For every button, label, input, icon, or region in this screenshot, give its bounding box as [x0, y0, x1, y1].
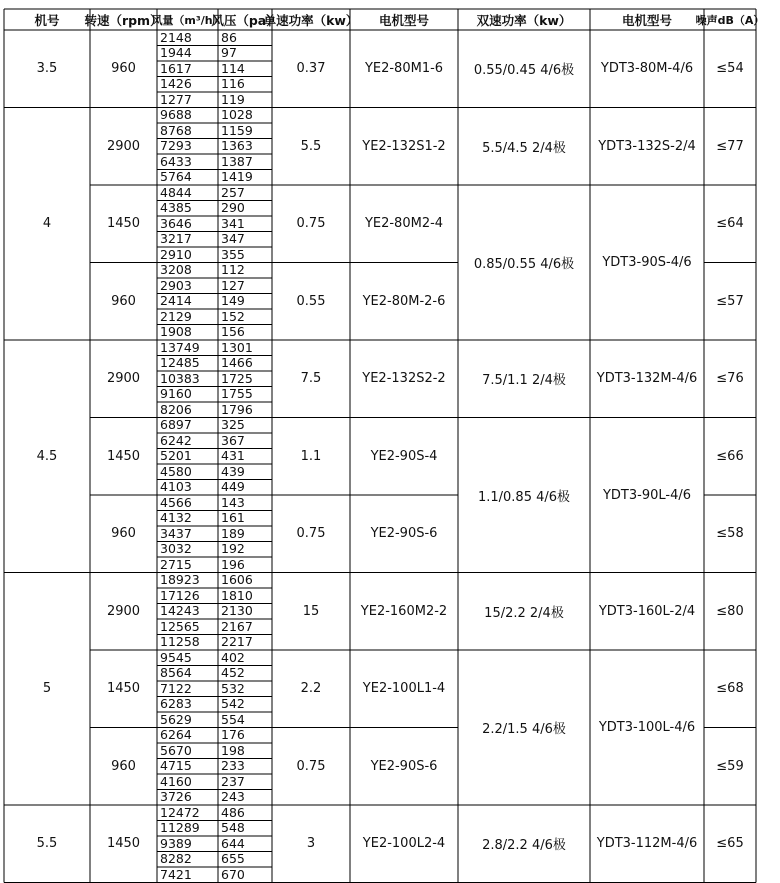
- pressure-value: 149: [221, 293, 245, 308]
- speed-rpm: 2900: [106, 603, 141, 619]
- header-dual-power: 双速功率（kw）: [476, 12, 572, 28]
- pressure-value: 198: [221, 742, 245, 758]
- air-volume-value: 9389: [160, 835, 192, 851]
- speed-rpm: 960: [111, 526, 136, 542]
- single-speed-motor-model: YE2-132S2-2: [362, 371, 446, 387]
- pressure-value: 2130: [221, 603, 253, 618]
- pressure-value: 233: [221, 758, 245, 773]
- air-volume-value: 4103: [160, 479, 192, 494]
- single-speed-power: 7.5: [300, 371, 322, 387]
- single-speed-power: 5.5: [300, 138, 322, 154]
- pressure-value: 1363: [221, 138, 253, 153]
- air-volume-value: 3208: [160, 262, 192, 277]
- dual-speed-power: 2.8/2.2 4/6极: [482, 838, 566, 854]
- air-volume-value: 4566: [160, 494, 192, 510]
- pressure-value: 1755: [221, 386, 253, 401]
- pressure-value: 554: [221, 711, 245, 727]
- dual-speed-motor-model: YDT3-90L-4/6: [602, 487, 692, 503]
- pressure-value: 325: [221, 417, 245, 432]
- single-speed-motor-model: YE2-80M-2-6: [362, 293, 446, 309]
- air-volume-value: 2903: [160, 277, 192, 293]
- air-volume-value: 4580: [160, 463, 192, 479]
- air-volume-value: 1617: [160, 60, 192, 76]
- pressure-value: 97: [221, 45, 237, 60]
- air-volume-value: 6264: [160, 727, 192, 742]
- air-volume-value: 3437: [160, 525, 192, 541]
- pressure-value: 670: [221, 866, 245, 882]
- air-volume-value: 6433: [160, 153, 192, 169]
- header-pressure: 风压（pa）: [211, 12, 279, 28]
- pressure-value: 1028: [221, 107, 253, 122]
- air-volume-value: 8564: [160, 665, 192, 680]
- pressure-value: 86: [221, 29, 237, 45]
- header-motor-model: 电机型号: [378, 12, 429, 28]
- air-volume-value: 9160: [160, 386, 192, 401]
- pressure-value: 127: [221, 277, 245, 293]
- pressure-value: 290: [221, 200, 245, 215]
- air-volume-value: 13749: [160, 339, 200, 355]
- pressure-value: 1301: [221, 339, 253, 355]
- air-volume-value: 5764: [160, 169, 192, 184]
- pressure-value: 114: [221, 60, 245, 76]
- dual-speed-motor-model: YDT3-132M-4/6: [596, 371, 698, 387]
- air-volume-value: 10383: [160, 370, 200, 386]
- air-volume-value: 5201: [160, 448, 192, 463]
- pressure-value: 341: [221, 215, 245, 231]
- speed-rpm: 960: [111, 758, 136, 774]
- speed-rpm: 960: [111, 61, 136, 77]
- air-volume-value: 4385: [160, 200, 192, 215]
- air-volume-value: 6897: [160, 417, 192, 432]
- pressure-value: 2167: [221, 618, 253, 634]
- air-volume-value: 5670: [160, 742, 192, 758]
- speed-rpm: 1450: [106, 836, 141, 852]
- single-speed-power: 0.75: [296, 216, 326, 232]
- single-speed-power: 15: [302, 603, 320, 619]
- pressure-value: 2217: [221, 634, 253, 649]
- air-volume-value: 4132: [160, 510, 192, 525]
- air-volume-value: 11289: [160, 820, 200, 835]
- pressure-value: 1606: [221, 572, 253, 587]
- dual-speed-motor-model: YDT3-80M-4/6: [600, 61, 694, 77]
- air-volume-value: 2148: [160, 29, 192, 45]
- pressure-value: 192: [221, 541, 245, 556]
- pressure-value: 1725: [221, 370, 253, 386]
- pressure-value: 119: [221, 91, 245, 107]
- single-speed-motor-model: YE2-100L1-4: [362, 681, 446, 697]
- noise-level: ≤68: [716, 681, 744, 697]
- noise-level: ≤80: [716, 603, 744, 619]
- single-speed-power: 0.75: [296, 526, 326, 542]
- air-volume-value: 6283: [160, 696, 192, 711]
- pressure-value: 196: [221, 556, 245, 572]
- header-air-volume: 风量（m³/h）: [151, 13, 224, 27]
- header-model: 机号: [34, 12, 60, 28]
- air-volume-value: 1426: [160, 76, 192, 91]
- air-volume-value: 8206: [160, 401, 192, 417]
- header-speed: 转速（rpm）: [84, 12, 163, 28]
- speed-rpm: 2900: [106, 138, 141, 154]
- air-volume-value: 3726: [160, 789, 192, 804]
- pressure-value: 176: [221, 727, 245, 742]
- air-volume-value: 9545: [160, 649, 192, 665]
- pressure-value: 655: [221, 851, 245, 866]
- pressure-value: 1159: [221, 122, 253, 138]
- fan-model-number: 3.5: [36, 61, 58, 77]
- speed-rpm: 1450: [106, 448, 141, 464]
- air-volume-value: 4844: [160, 184, 192, 200]
- dual-speed-power: 7.5/1.1 2/4极: [482, 373, 566, 389]
- air-volume-value: 3646: [160, 215, 192, 231]
- fan-model-number: 5.5: [36, 836, 58, 852]
- single-speed-power: 2.2: [300, 681, 322, 697]
- dual-speed-power: 15/2.2 2/4极: [484, 605, 564, 621]
- noise-level: ≤65: [716, 836, 744, 852]
- air-volume-value: 1277: [160, 91, 192, 107]
- pressure-value: 1810: [221, 587, 253, 603]
- air-volume-value: 2910: [160, 246, 192, 262]
- fan-model-number: 5: [42, 681, 52, 697]
- pressure-value: 152: [221, 308, 245, 324]
- single-speed-power: 3: [306, 836, 316, 852]
- single-speed-power: 0.37: [296, 61, 326, 77]
- pressure-value: 367: [221, 432, 245, 448]
- pressure-value: 542: [221, 696, 245, 711]
- pressure-value: 116: [221, 76, 245, 91]
- air-volume-value: 7122: [160, 680, 192, 696]
- single-speed-motor-model: YE2-80M1-6: [364, 61, 444, 77]
- pressure-value: 237: [221, 773, 245, 789]
- air-volume-value: 1944: [160, 45, 192, 60]
- air-volume-value: 17126: [160, 587, 200, 603]
- noise-level: ≤76: [716, 371, 744, 387]
- header-dual-motor-model: 电机型号: [621, 12, 672, 28]
- air-volume-value: 9688: [160, 107, 192, 122]
- dual-speed-power: 5.5/4.5 2/4极: [482, 140, 566, 156]
- pressure-value: 257: [221, 184, 245, 200]
- air-volume-value: 4160: [160, 773, 192, 789]
- dual-speed-power: 0.55/0.45 4/6极: [473, 63, 575, 79]
- air-volume-value: 3032: [160, 541, 192, 556]
- pressure-value: 143: [221, 494, 245, 510]
- pressure-value: 431: [221, 448, 245, 463]
- single-speed-power: 0.55: [296, 293, 326, 309]
- pressure-value: 402: [221, 649, 245, 665]
- air-volume-value: 2715: [160, 556, 192, 572]
- noise-level: ≤59: [716, 758, 744, 774]
- pressure-value: 112: [221, 262, 245, 277]
- air-volume-value: 8282: [160, 851, 192, 866]
- air-volume-value: 2414: [160, 293, 192, 308]
- air-volume-value: 12565: [160, 618, 200, 634]
- air-volume-value: 3217: [160, 231, 192, 246]
- single-speed-motor-model: YE2-100L2-4: [362, 836, 446, 852]
- air-volume-value: 14243: [160, 603, 200, 618]
- header-noise: 噪声dB（A）: [695, 13, 765, 27]
- dual-speed-motor-model: YDT3-112M-4/6: [596, 836, 698, 852]
- pressure-value: 452: [221, 665, 245, 680]
- single-speed-power: 0.75: [296, 758, 326, 774]
- single-speed-motor-model: YE2-90S-6: [370, 526, 438, 542]
- air-volume-value: 7293: [160, 138, 192, 153]
- air-volume-value: 2129: [160, 308, 192, 324]
- air-volume-value: 6242: [160, 432, 192, 448]
- pressure-value: 161: [221, 510, 245, 525]
- single-speed-motor-model: YE2-90S-4: [370, 448, 438, 464]
- pressure-value: 548: [221, 820, 245, 835]
- dual-speed-power: 0.85/0.55 4/6极: [473, 257, 575, 272]
- noise-level: ≤66: [716, 448, 744, 464]
- noise-level: ≤57: [716, 293, 744, 309]
- pressure-value: 486: [221, 804, 245, 820]
- dual-speed-motor-model: YDT3-132S-2/4: [598, 138, 696, 154]
- dual-speed-power: 1.1/0.85 4/6极: [477, 489, 571, 505]
- air-volume-value: 12485: [160, 355, 200, 370]
- pressure-value: 355: [221, 246, 245, 262]
- fan-model-number: 4.5: [36, 448, 58, 464]
- noise-level: ≤58: [716, 526, 744, 542]
- pressure-value: 644: [221, 835, 245, 851]
- speed-rpm: 2900: [106, 371, 141, 387]
- noise-level: ≤54: [716, 61, 744, 77]
- speed-rpm: 960: [111, 293, 136, 309]
- air-volume-value: 4715: [160, 758, 192, 773]
- air-volume-value: 8768: [160, 122, 192, 138]
- pressure-value: 189: [221, 525, 245, 541]
- pressure-value: 156: [221, 324, 245, 339]
- pressure-value: 439: [221, 463, 245, 479]
- pressure-value: 1387: [221, 153, 253, 169]
- air-volume-value: 7421: [160, 866, 192, 882]
- pressure-value: 1796: [221, 401, 253, 417]
- pressure-value: 1466: [221, 355, 253, 370]
- pressure-value: 1419: [221, 169, 253, 184]
- dual-speed-motor-model: YDT3-100L-4/6: [598, 720, 696, 735]
- air-volume-value: 18923: [160, 572, 200, 587]
- pressure-value: 532: [221, 680, 245, 696]
- pressure-value: 347: [221, 231, 245, 246]
- dual-speed-motor-model: YDT3-90S-4/6: [602, 255, 692, 270]
- noise-level: ≤77: [716, 138, 744, 154]
- air-volume-value: 11258: [160, 634, 200, 649]
- fan-model-number: 4: [42, 216, 52, 232]
- air-volume-value: 5629: [160, 711, 192, 727]
- dual-speed-power: 2.2/1.5 4/6极: [482, 722, 566, 737]
- single-speed-motor-model: YE2-132S1-2: [362, 138, 446, 154]
- single-speed-motor-model: YE2-160M2-2: [360, 603, 448, 619]
- dual-speed-motor-model: YDT3-160L-2/4: [598, 603, 696, 619]
- pressure-value: 449: [221, 479, 245, 494]
- single-speed-motor-model: YE2-80M2-4: [364, 216, 444, 232]
- pressure-value: 243: [221, 789, 245, 804]
- single-speed-power: 1.1: [300, 448, 322, 464]
- air-volume-value: 12472: [160, 804, 200, 820]
- noise-level: ≤64: [716, 216, 744, 232]
- header-single-power: 单速功率（kw）: [263, 12, 359, 28]
- air-volume-value: 1908: [160, 324, 192, 339]
- speed-rpm: 1450: [106, 681, 141, 697]
- speed-rpm: 1450: [106, 216, 141, 232]
- single-speed-motor-model: YE2-90S-6: [370, 758, 438, 774]
